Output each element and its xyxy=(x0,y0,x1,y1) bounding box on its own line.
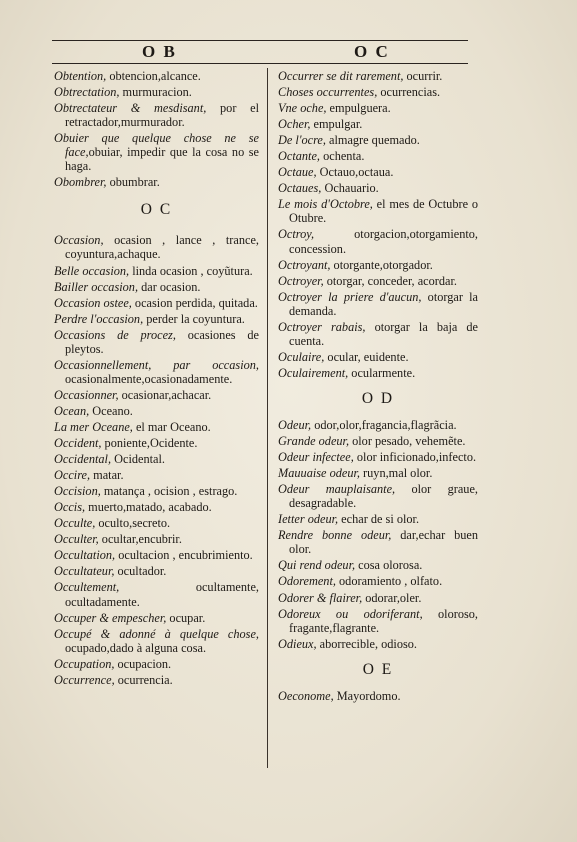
entry-definition: poniente,Ocidente. xyxy=(101,436,198,451)
entry-headword: Octroyant, xyxy=(278,257,331,272)
entry-headword: Oculairement, xyxy=(278,365,349,380)
entry-definition: oloroso, fragante,flagrante. xyxy=(289,606,478,635)
entry-definition: Oceano. xyxy=(89,403,133,418)
entry-headword: Mauuaise odeur, xyxy=(278,466,360,481)
dictionary-entry xyxy=(278,227,478,255)
dictionary-entry xyxy=(54,548,259,562)
dictionary-entry xyxy=(278,418,478,432)
dictionary-entry xyxy=(278,591,478,605)
entry-definition: empulgar. xyxy=(310,117,363,132)
entry-definition: murmuracion. xyxy=(119,85,192,100)
dictionary-entry xyxy=(54,580,259,608)
dictionary-entry xyxy=(278,197,478,225)
entry-definition: odoramiento , olfato. xyxy=(335,574,443,589)
entry-headword: Le mois d'Octobre, xyxy=(278,197,373,212)
entry-definition: el mes de Octubre o Otubre. xyxy=(289,197,478,226)
entry-headword: Obtrectation, xyxy=(54,85,120,100)
dictionary-entry xyxy=(278,274,478,288)
entry-definition: por el retractador,murmurador. xyxy=(65,101,259,130)
dictionary-entry xyxy=(54,436,259,450)
entry-definition: ocasionalmente,ocasionadamente. xyxy=(65,371,233,386)
left-column xyxy=(54,69,259,689)
dictionary-entry xyxy=(278,117,478,131)
entry-headword: Occasion ostee, xyxy=(54,295,132,310)
entry-definition: otorgar la baja de cuenta. xyxy=(289,319,479,348)
entry-definition: ocultacion , encubrimiento. xyxy=(115,548,253,563)
running-head-left: O B xyxy=(142,42,177,61)
dictionary-entry xyxy=(54,233,259,261)
dictionary-entry xyxy=(278,574,478,588)
dictionary-entry xyxy=(278,434,478,448)
entry-definition: ocasiones de pleytos. xyxy=(65,327,260,356)
dictionary-entry xyxy=(278,69,478,83)
entry-headword: Obuier que quelque chose ne se face, xyxy=(54,131,259,160)
dictionary-entry xyxy=(278,258,478,272)
entry-headword: Occasionner, xyxy=(54,387,119,402)
entry-headword: Obtention, xyxy=(54,69,107,83)
entry-headword: Occasionnellement, par occasion, xyxy=(54,357,259,372)
entry-headword: Ietter odeur, xyxy=(278,512,339,527)
entry-definition: otorgar la demanda. xyxy=(289,289,478,318)
entry-headword: Octroyer la priere d'aucun, xyxy=(278,289,422,304)
entry-definition: obumbrar. xyxy=(106,175,160,190)
entry-definition: ocurrencias. xyxy=(377,85,441,100)
dictionary-entry xyxy=(278,466,478,480)
entry-headword: Occidental, xyxy=(54,452,112,467)
entry-definition: muerto,matado, acabado. xyxy=(85,500,212,515)
entry-definition: otorgante,otorgador. xyxy=(330,257,433,272)
entry-headword: Octaue, xyxy=(278,165,317,180)
dictionary-entry xyxy=(278,366,478,380)
dictionary-entry xyxy=(54,484,259,498)
right-column xyxy=(278,69,478,705)
entry-definition: Ochauario. xyxy=(321,181,379,196)
dictionary-entry xyxy=(278,320,478,348)
dictionary-entry xyxy=(54,280,259,294)
entry-definition: otorgar, conceder, acordar. xyxy=(323,273,457,288)
dictionary-entry xyxy=(54,175,259,189)
entry-headword: Octroyer rabais, xyxy=(278,319,366,334)
dictionary-entry xyxy=(54,673,259,687)
entry-definition: ocasion perdida, quitada. xyxy=(131,295,258,310)
dictionary-entry xyxy=(54,627,259,655)
dictionary-entry xyxy=(278,450,478,464)
header-bottom-rule xyxy=(52,63,468,64)
entry-headword: Odieux, xyxy=(278,636,317,651)
entry-definition: olor pesado, vehemẽte. xyxy=(349,434,466,449)
entry-definition: aborrecible, odioso. xyxy=(316,636,417,651)
dictionary-entry xyxy=(278,181,478,195)
entry-definition: matar. xyxy=(90,468,124,483)
dictionary-entry xyxy=(278,350,478,364)
entry-headword: Obombrer, xyxy=(54,175,107,190)
dictionary-entry xyxy=(278,512,478,526)
entry-definition: ocupacion. xyxy=(114,656,172,671)
entry-headword: Choses occurrentes, xyxy=(278,85,378,100)
entry-definition: ocurrir. xyxy=(403,69,443,83)
entry-headword: Perdre l'occasion, xyxy=(54,311,144,326)
entry-headword: Occupation, xyxy=(54,656,115,671)
entry-definition: ocultar,encubrir. xyxy=(98,532,182,547)
dictionary-entry xyxy=(54,611,259,625)
entry-headword: Occultateur, xyxy=(54,564,115,579)
entry-headword: Octroyer, xyxy=(278,273,324,288)
entry-headword: Octaues, xyxy=(278,181,322,196)
entry-definition: obuiar, impedir que la cosa no se haga. xyxy=(65,145,259,174)
entry-headword: Odeur infectee, xyxy=(278,450,354,465)
entry-headword: Occident, xyxy=(54,436,102,451)
dictionary-entry xyxy=(54,85,259,99)
entry-definition: ocasion , lance , trance, coyuntura,achaque. xyxy=(65,233,259,262)
entry-definition: ocultador. xyxy=(114,564,167,579)
dictionary-entry xyxy=(278,133,478,147)
entry-definition: ochenta. xyxy=(320,149,365,164)
entry-headword: Occire, xyxy=(54,468,91,483)
dictionary-entry xyxy=(54,500,259,514)
entry-headword: La mer Oceane, xyxy=(54,419,133,434)
entry-definition: obtencion,alcance. xyxy=(106,69,201,83)
entry-definition: ocultamente, ocultadamente. xyxy=(65,580,259,609)
running-header xyxy=(52,40,468,66)
entry-headword: Vne oche, xyxy=(278,101,327,116)
entry-headword: Occis, xyxy=(54,500,86,515)
entry-headword: Odeur mauplaisante, xyxy=(278,482,396,497)
entry-definition: linda ocasion , coyũtura. xyxy=(129,263,253,278)
dictionary-entry xyxy=(54,69,259,83)
entry-definition: almagre quemado. xyxy=(325,133,420,148)
entry-headword: Oculaire, xyxy=(278,349,325,364)
entry-headword: Belle occasion, xyxy=(54,263,130,278)
entry-definition: ocupado,dado à alguna cosa. xyxy=(65,640,207,655)
entry-definition: ocurrencia. xyxy=(114,672,173,687)
section-heading: O D xyxy=(361,389,395,407)
entry-definition: dar,echar buen olor. xyxy=(289,528,479,557)
entry-headword: Odorement, xyxy=(278,574,336,589)
entry-headword: Ocean, xyxy=(54,403,90,418)
entry-definition: odorar,oler. xyxy=(362,590,422,605)
entry-definition: ruyn,mal olor. xyxy=(359,466,433,481)
dictionary-entry xyxy=(278,689,478,703)
entry-definition: ocupar. xyxy=(166,610,206,625)
dictionary-entry xyxy=(54,101,259,129)
dictionary-entry xyxy=(54,452,259,466)
entry-headword: Rendre bonne odeur, xyxy=(278,528,392,543)
entry-definition: ocularmente. xyxy=(348,365,416,380)
entry-headword: Occultation, xyxy=(54,548,116,563)
entry-headword: Occuper & empescher, xyxy=(54,610,167,625)
entry-definition: olor graue, desagradable. xyxy=(289,482,478,511)
entry-definition: dar ocasion. xyxy=(138,279,201,294)
dictionary-entry xyxy=(278,101,478,115)
dictionary-entry xyxy=(278,637,478,651)
entry-headword: Odoreux ou odoriferant, xyxy=(278,606,423,621)
running-head-right: O C xyxy=(354,42,390,61)
dictionary-entry xyxy=(278,607,478,635)
dictionary-entry xyxy=(54,388,259,402)
entry-definition: el mar Oceano. xyxy=(132,419,211,434)
dictionary-entry xyxy=(54,312,259,326)
entry-definition: ocasionar,achacar. xyxy=(118,387,212,402)
entry-headword: Occurrer se dit rarement, xyxy=(278,69,404,83)
dictionary-entry xyxy=(54,296,259,310)
entry-headword: Occulte, xyxy=(54,516,96,531)
entry-headword: Obtrectateur & mesdisant, xyxy=(54,101,207,116)
column-divider xyxy=(267,68,268,768)
section-heading: O C xyxy=(140,201,173,219)
dictionary-entry xyxy=(54,328,259,356)
entry-headword: Occultement, xyxy=(54,580,120,595)
entry-definition: odor,olor,fragancia,flagrãcia. xyxy=(311,417,457,432)
dictionary-entry xyxy=(278,165,478,179)
entry-headword: Occulter, xyxy=(54,532,99,547)
entry-definition: Mayordomo. xyxy=(333,688,401,703)
dictionary-entry xyxy=(54,404,259,418)
entry-definition: Octauo,octaua. xyxy=(316,165,394,180)
entry-headword: Oeconome, xyxy=(278,688,334,703)
dictionary-entry xyxy=(54,657,259,671)
entry-definition: Ocidental. xyxy=(111,452,165,467)
entry-definition: otorgacion,otorgamiento, concession. xyxy=(289,227,478,256)
dictionary-entry xyxy=(278,290,478,318)
entry-headword: Qui rend odeur, xyxy=(278,558,356,573)
dictionary-entry xyxy=(54,468,259,482)
dictionary-entry xyxy=(278,528,478,556)
dictionary-entry xyxy=(54,420,259,434)
entry-definition: ocular, euidente. xyxy=(324,349,409,364)
dictionary-entry xyxy=(54,516,259,530)
section-heading: O E xyxy=(362,660,394,678)
entry-headword: Bailler occasion, xyxy=(54,279,139,294)
entry-headword: Ocher, xyxy=(278,117,311,132)
dictionary-entry xyxy=(54,131,259,173)
entry-definition: empulguera. xyxy=(326,101,391,116)
dictionary-entry xyxy=(278,482,478,510)
entry-headword: Occupé & adonné à quelque chose, xyxy=(54,626,259,641)
entry-headword: De l'ocre, xyxy=(278,133,326,148)
entry-definition: cosa olorosa. xyxy=(355,558,423,573)
dictionary-entry xyxy=(54,264,259,278)
entry-definition: matança , ocision , estrago. xyxy=(100,484,238,499)
entry-definition: oculto,secreto. xyxy=(95,516,171,531)
entry-headword: Occurrence, xyxy=(54,672,115,687)
dictionary-entry xyxy=(54,564,259,578)
dictionary-entry xyxy=(278,85,478,99)
entry-definition: echar de si olor. xyxy=(338,512,420,527)
entry-headword: Octroy, xyxy=(278,227,315,242)
dictionary-entry xyxy=(278,558,478,572)
entry-headword: Odeur, xyxy=(278,417,312,432)
header-top-rule xyxy=(52,40,468,41)
dictionary-entry xyxy=(54,532,259,546)
entry-headword: Occasion, xyxy=(54,233,104,248)
entry-headword: Octante, xyxy=(278,149,321,164)
entry-headword: Occasions de procez, xyxy=(54,327,176,342)
entry-headword: Occision, xyxy=(54,484,101,499)
entry-definition: olor inficionado,infecto. xyxy=(353,450,477,465)
entry-definition: perder la coyuntura. xyxy=(143,311,245,326)
entry-headword: Grande odeur, xyxy=(278,434,350,449)
dictionary-entry xyxy=(54,358,259,386)
entry-headword: Odorer & flairer, xyxy=(278,590,363,605)
dictionary-entry xyxy=(278,149,478,163)
